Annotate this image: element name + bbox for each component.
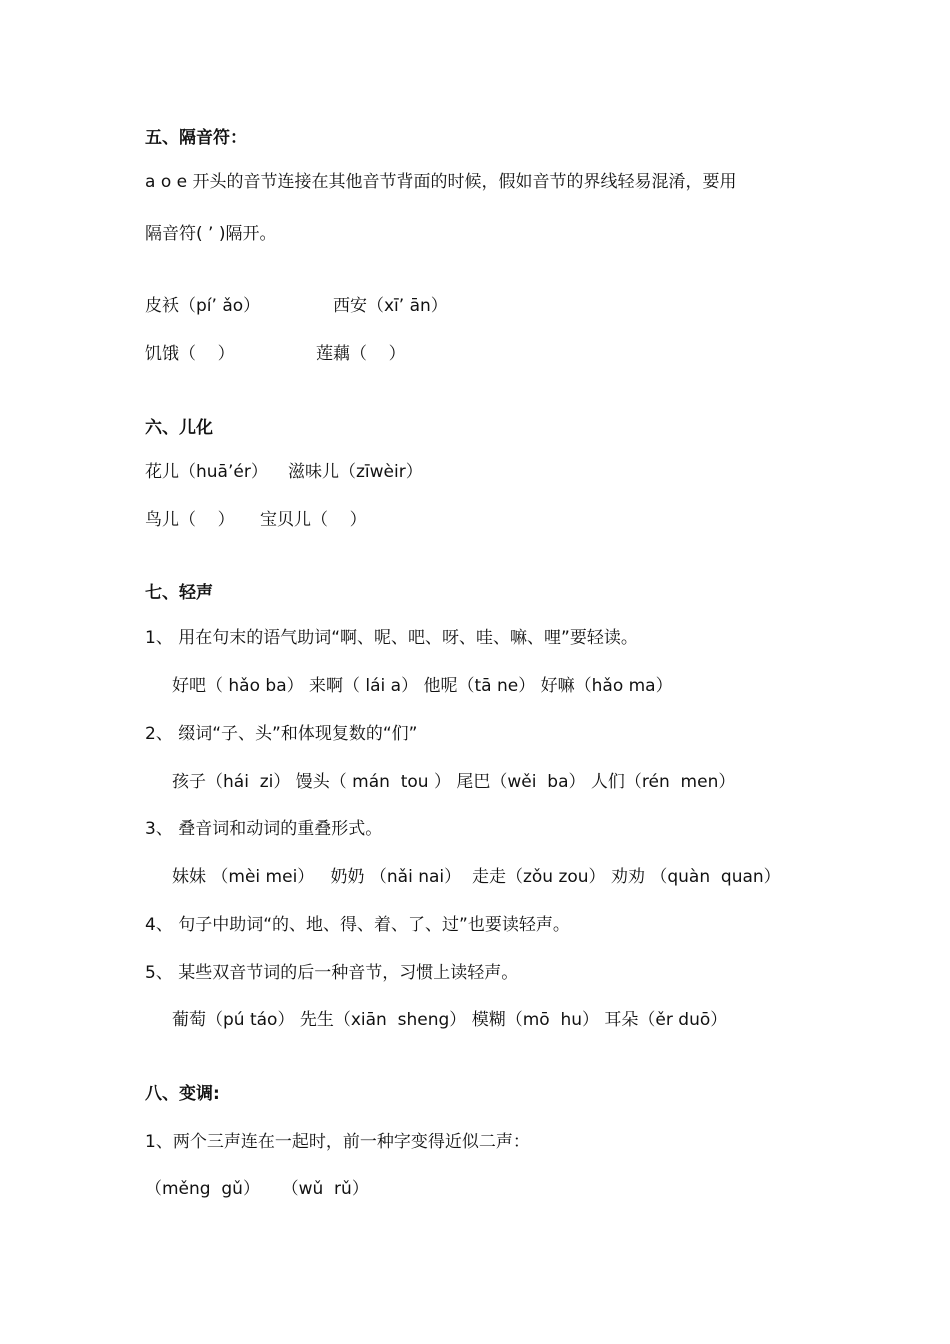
section-7-rule-3: 3、 叠音词和动词的重叠形式。 — [145, 819, 383, 839]
section-6-exercise-baobeir: 宝贝儿（ ） — [260, 510, 367, 530]
section-7-rule-1-examples: 好吧（ hǎo ba） 来啊（ lái a） 他呢（tā ne） 好嘛（hǎo ma） — [172, 676, 673, 696]
section-7-rule-3-examples: 妹妹 （mèi mei） 奶奶 （nǎi nai） 走走（zǒu zou） 劝劝 （quàn quan） — [172, 867, 781, 887]
section-5-title: 五、隔音符： — [145, 128, 247, 148]
section-7-rule-2: 2、 缀词“子、头”和体现复数的“们” — [145, 724, 418, 744]
section-5-paragraph-line-2: 隔音符( ’ )隔开。 — [145, 224, 277, 244]
section-5-example-xian: 西安（xī’ ān） — [333, 296, 448, 316]
section-7-rule-2-examples: 孩子（hái zi） 馒头（ mán tou ） 尾巴（wěi ba） 人们（rén men） — [172, 772, 736, 792]
section-8-title: 八、变调: — [145, 1084, 220, 1104]
section-6-title: 六、儿化 — [145, 418, 213, 438]
section-6-exercise-niaor: 鸟儿（ ） — [145, 510, 235, 530]
section-6-example-ziweir: 滋味儿（zīwèir） — [288, 462, 423, 482]
section-7-rule-5-examples: 葡萄（pú táo） 先生（xiān sheng） 模糊（mō hu） 耳朵（ěr duō） — [172, 1010, 728, 1030]
section-6-example-huar: 花儿（huā’ér） — [145, 462, 268, 482]
section-5-exercise-jie: 饥饿（ ） — [145, 344, 235, 364]
section-8-rule-1-examples: （měng gǔ） （wǔ rǔ） — [145, 1179, 369, 1199]
section-7-title: 七、轻声 — [145, 583, 213, 603]
section-7-rule-4: 4、 句子中助词“的、地、得、着、了、过”也要读轻声。 — [145, 915, 570, 935]
section-5-paragraph-line-1: a o e 开头的音节连接在其他音节背面的时候，假如音节的界线轻易混淆，要用 — [145, 172, 737, 192]
section-7-rule-1: 1、 用在句末的语气助词“啊、呢、吧、呀、哇、嘛、哩”要轻读。 — [145, 628, 638, 648]
section-8-rule-1: 1、两个三声连在一起时，前一种字变得近似二声： — [145, 1132, 530, 1152]
section-5-example-piao: 皮袄（pí’ ǎo） — [145, 296, 261, 316]
section-5-exercise-lianou: 莲藕（ ） — [316, 344, 406, 364]
section-7-rule-5: 5、 某些双音节词的后一种音节，习惯上读轻声。 — [145, 963, 519, 983]
